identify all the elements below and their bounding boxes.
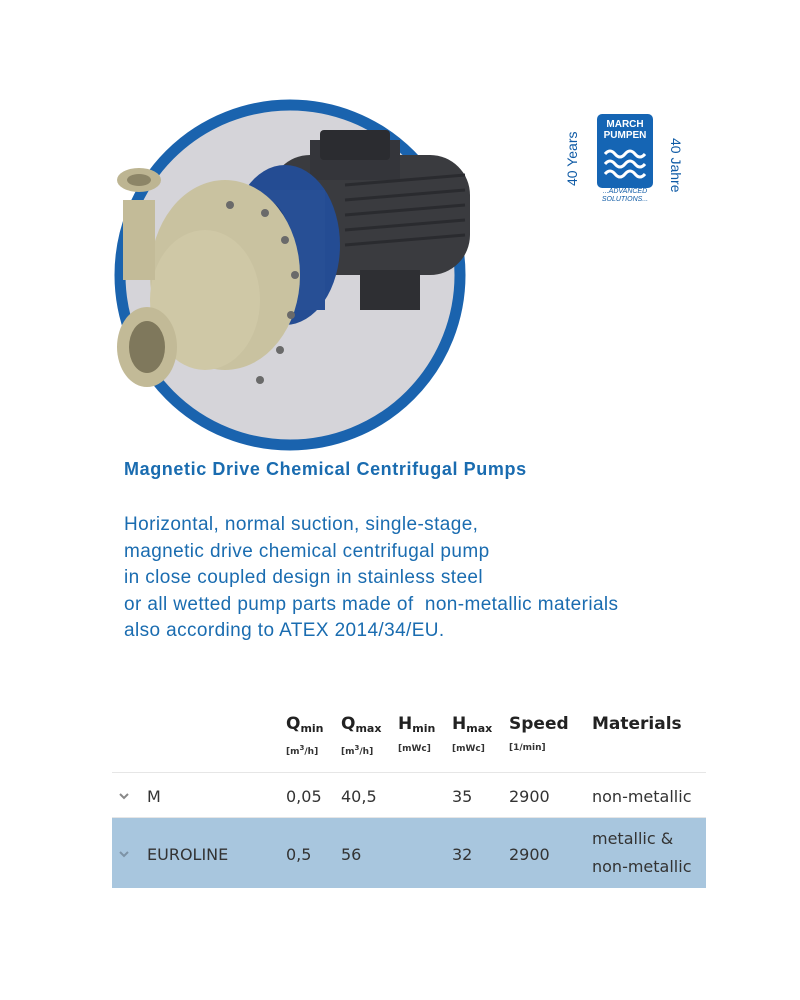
column-materials: Materials: [592, 714, 682, 734]
product-description: [124, 512, 618, 645]
product-title: Magnetic Drive Chemical Centrifugal Pumps: [124, 459, 527, 479]
description-line: or all wetted pump parts made of non-metallic materials: [124, 593, 619, 615]
row-speed: 2900: [509, 787, 550, 806]
description-line: in close coupled design in stainless steel: [124, 567, 484, 588]
waves-icon: [603, 148, 647, 182]
description-line: also according to ATEX 2014/34/EU.: [124, 620, 445, 641]
row-hmax: 35: [452, 787, 473, 806]
row-qmax: 56: [341, 845, 362, 864]
years-label-de: 40 Jahre: [668, 138, 684, 193]
row-speed: 2900: [509, 845, 550, 864]
years-label-en: 40 Years: [564, 131, 580, 186]
column-speed: Speed [1/min]: [509, 714, 569, 753]
column-qmax: $Q_{max}$ $[m^3/h]$: [341, 714, 382, 757]
row-name: M: [147, 787, 161, 806]
table-row-m[interactable]: [112, 773, 706, 818]
march-pumpen-logo: [560, 110, 690, 210]
pump-illustration: [95, 95, 485, 455]
pump-series-table: [112, 706, 706, 888]
row-hmax: 32: [452, 845, 473, 864]
logo-box: [597, 114, 653, 188]
pump-product-image: [95, 95, 485, 455]
description-line: magnetic drive chemical centrifugal pump: [124, 540, 490, 562]
chevron-down-icon[interactable]: [118, 790, 130, 802]
row-materials: non-metallic: [592, 787, 692, 806]
logo-line-1: MARCH: [606, 119, 644, 130]
row-qmax: 40,5: [341, 787, 377, 806]
logo-tagline-2: SOLUTIONS...: [601, 196, 649, 203]
column-hmin: $H_{min}$ [mWc]: [398, 714, 436, 754]
row-name: EUROLINE: [147, 845, 229, 864]
table-header: [112, 706, 706, 773]
logo-line-2: PUMPEN: [603, 130, 647, 141]
row-qmin: 0,5: [286, 845, 312, 864]
description-line: Horizontal, normal suction, single-stage,: [124, 514, 479, 535]
column-qmin: $Q_{min}$ $[m^3/h]$: [286, 714, 324, 757]
row-materials: metallic & non-metallic: [592, 829, 692, 876]
row-qmin: 0,05: [286, 787, 322, 806]
logo-tagline-1: ...ADVANCED: [602, 188, 648, 195]
logo-tagline: [588, 188, 662, 204]
column-hmax: $H_{max}$ [mWc]: [452, 714, 493, 754]
chevron-down-icon[interactable]: [118, 848, 130, 860]
table-row-euroline[interactable]: [112, 818, 706, 888]
